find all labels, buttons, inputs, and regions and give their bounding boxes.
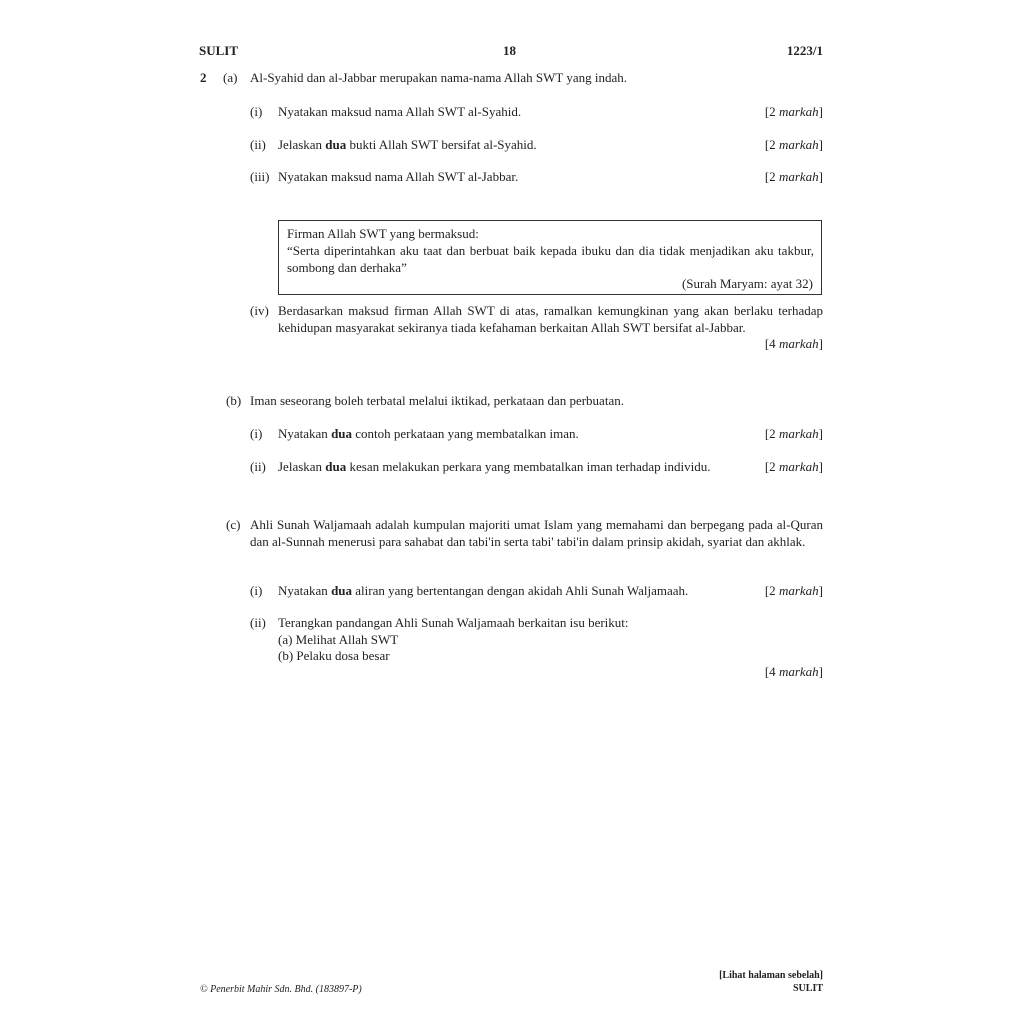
sub-item: (b) Pelaku dosa besar <box>278 648 390 663</box>
header-sulit: SULIT <box>199 43 239 58</box>
item-text: Nyatakan dua contoh perkataan yang membatalkan iman. <box>278 426 579 441</box>
page-number: 18 <box>503 43 516 58</box>
marks: [2 markah] <box>764 583 823 598</box>
item-text: Jelaskan dua bukti Allah SWT bersifat al-Syahid. <box>278 137 537 152</box>
marks: [4 markah] <box>764 336 823 351</box>
item-text: Nyatakan maksud nama Allah SWT al-Jabbar. <box>278 169 519 184</box>
item-text: Jelaskan dua kesan melakukan perkara yang membatalkan iman terhadap individu. <box>278 459 711 474</box>
footer-sulit: SULIT <box>792 983 823 994</box>
marks: [2 markah] <box>764 104 823 119</box>
item-text: Terangkan pandangan Ahli Sunah Waljamaah berkaitan isu berikut: <box>278 615 629 630</box>
item-label: (i) <box>250 583 263 598</box>
part-a-label: (a) <box>223 70 238 85</box>
item-text: Nyatakan dua aliran yang bertentangan dengan akidah Ahli Sunah Waljamaah. <box>278 583 689 598</box>
item-label: (i) <box>250 104 263 119</box>
sub-item: (a) Melihat Allah SWT <box>278 632 399 647</box>
item-text: Nyatakan maksud nama Allah SWT al-Syahid. <box>278 104 522 119</box>
item-label: (ii) <box>250 137 266 152</box>
copyright: © Penerbit Mahir Sdn. Bhd. (183897-P) <box>200 984 362 995</box>
quote-intro: Firman Allah SWT yang bermaksud: <box>287 226 479 241</box>
quote-text: “Serta diperintahkan aku taat dan berbuat baik kepada ibuku dan dia tidak menjadikan aku takbur, sombong dan derhaka” <box>287 243 814 275</box>
item-label: (iv) <box>250 303 269 318</box>
marks: [4 markah] <box>764 664 823 679</box>
question-number: 2 <box>200 70 207 85</box>
item-label: (i) <box>250 426 263 441</box>
item-label: (ii) <box>250 615 266 630</box>
quote-box <box>278 220 822 295</box>
item-text: Berdasarkan maksud firman Allah SWT di atas, ramalkan kemungkinan yang akan berlaku terhadap kehidupan masyarakat sekiranya tiada kefahaman berkaitan Allah SWT bersifat al-Jabbar. <box>278 303 823 335</box>
paper-code: 1223/1 <box>786 43 823 58</box>
next-page-note: [Lihat halaman sebelah] <box>719 970 823 981</box>
marks: [2 markah] <box>764 459 823 474</box>
part-b-label: (b) <box>226 393 242 408</box>
marks: [2 markah] <box>764 137 823 152</box>
part-c-label: (c) <box>226 517 241 532</box>
item-label: (ii) <box>250 459 266 474</box>
part-a-stem: Al-Syahid dan al-Jabbar merupakan nama-nama Allah SWT yang indah. <box>250 70 628 85</box>
marks: [2 markah] <box>764 426 823 441</box>
item-label: (iii) <box>250 169 270 184</box>
part-c-stem: Ahli Sunah Waljamaah adalah kumpulan majoriti umat Islam yang memahami dan berpegang pada al-Quran dan al-Sunnah menerusi para sahabat dan tabi'in serta tabi' tabi'in dalam prinsip akidah, syariat dan akhlak. <box>250 517 823 549</box>
part-b-stem: Iman seseorang boleh terbatal melalui iktikad, perkataan dan perbuatan. <box>250 393 624 408</box>
quote-source: (Surah Maryam: ayat 32) <box>681 276 813 291</box>
marks: [2 markah] <box>764 169 823 184</box>
